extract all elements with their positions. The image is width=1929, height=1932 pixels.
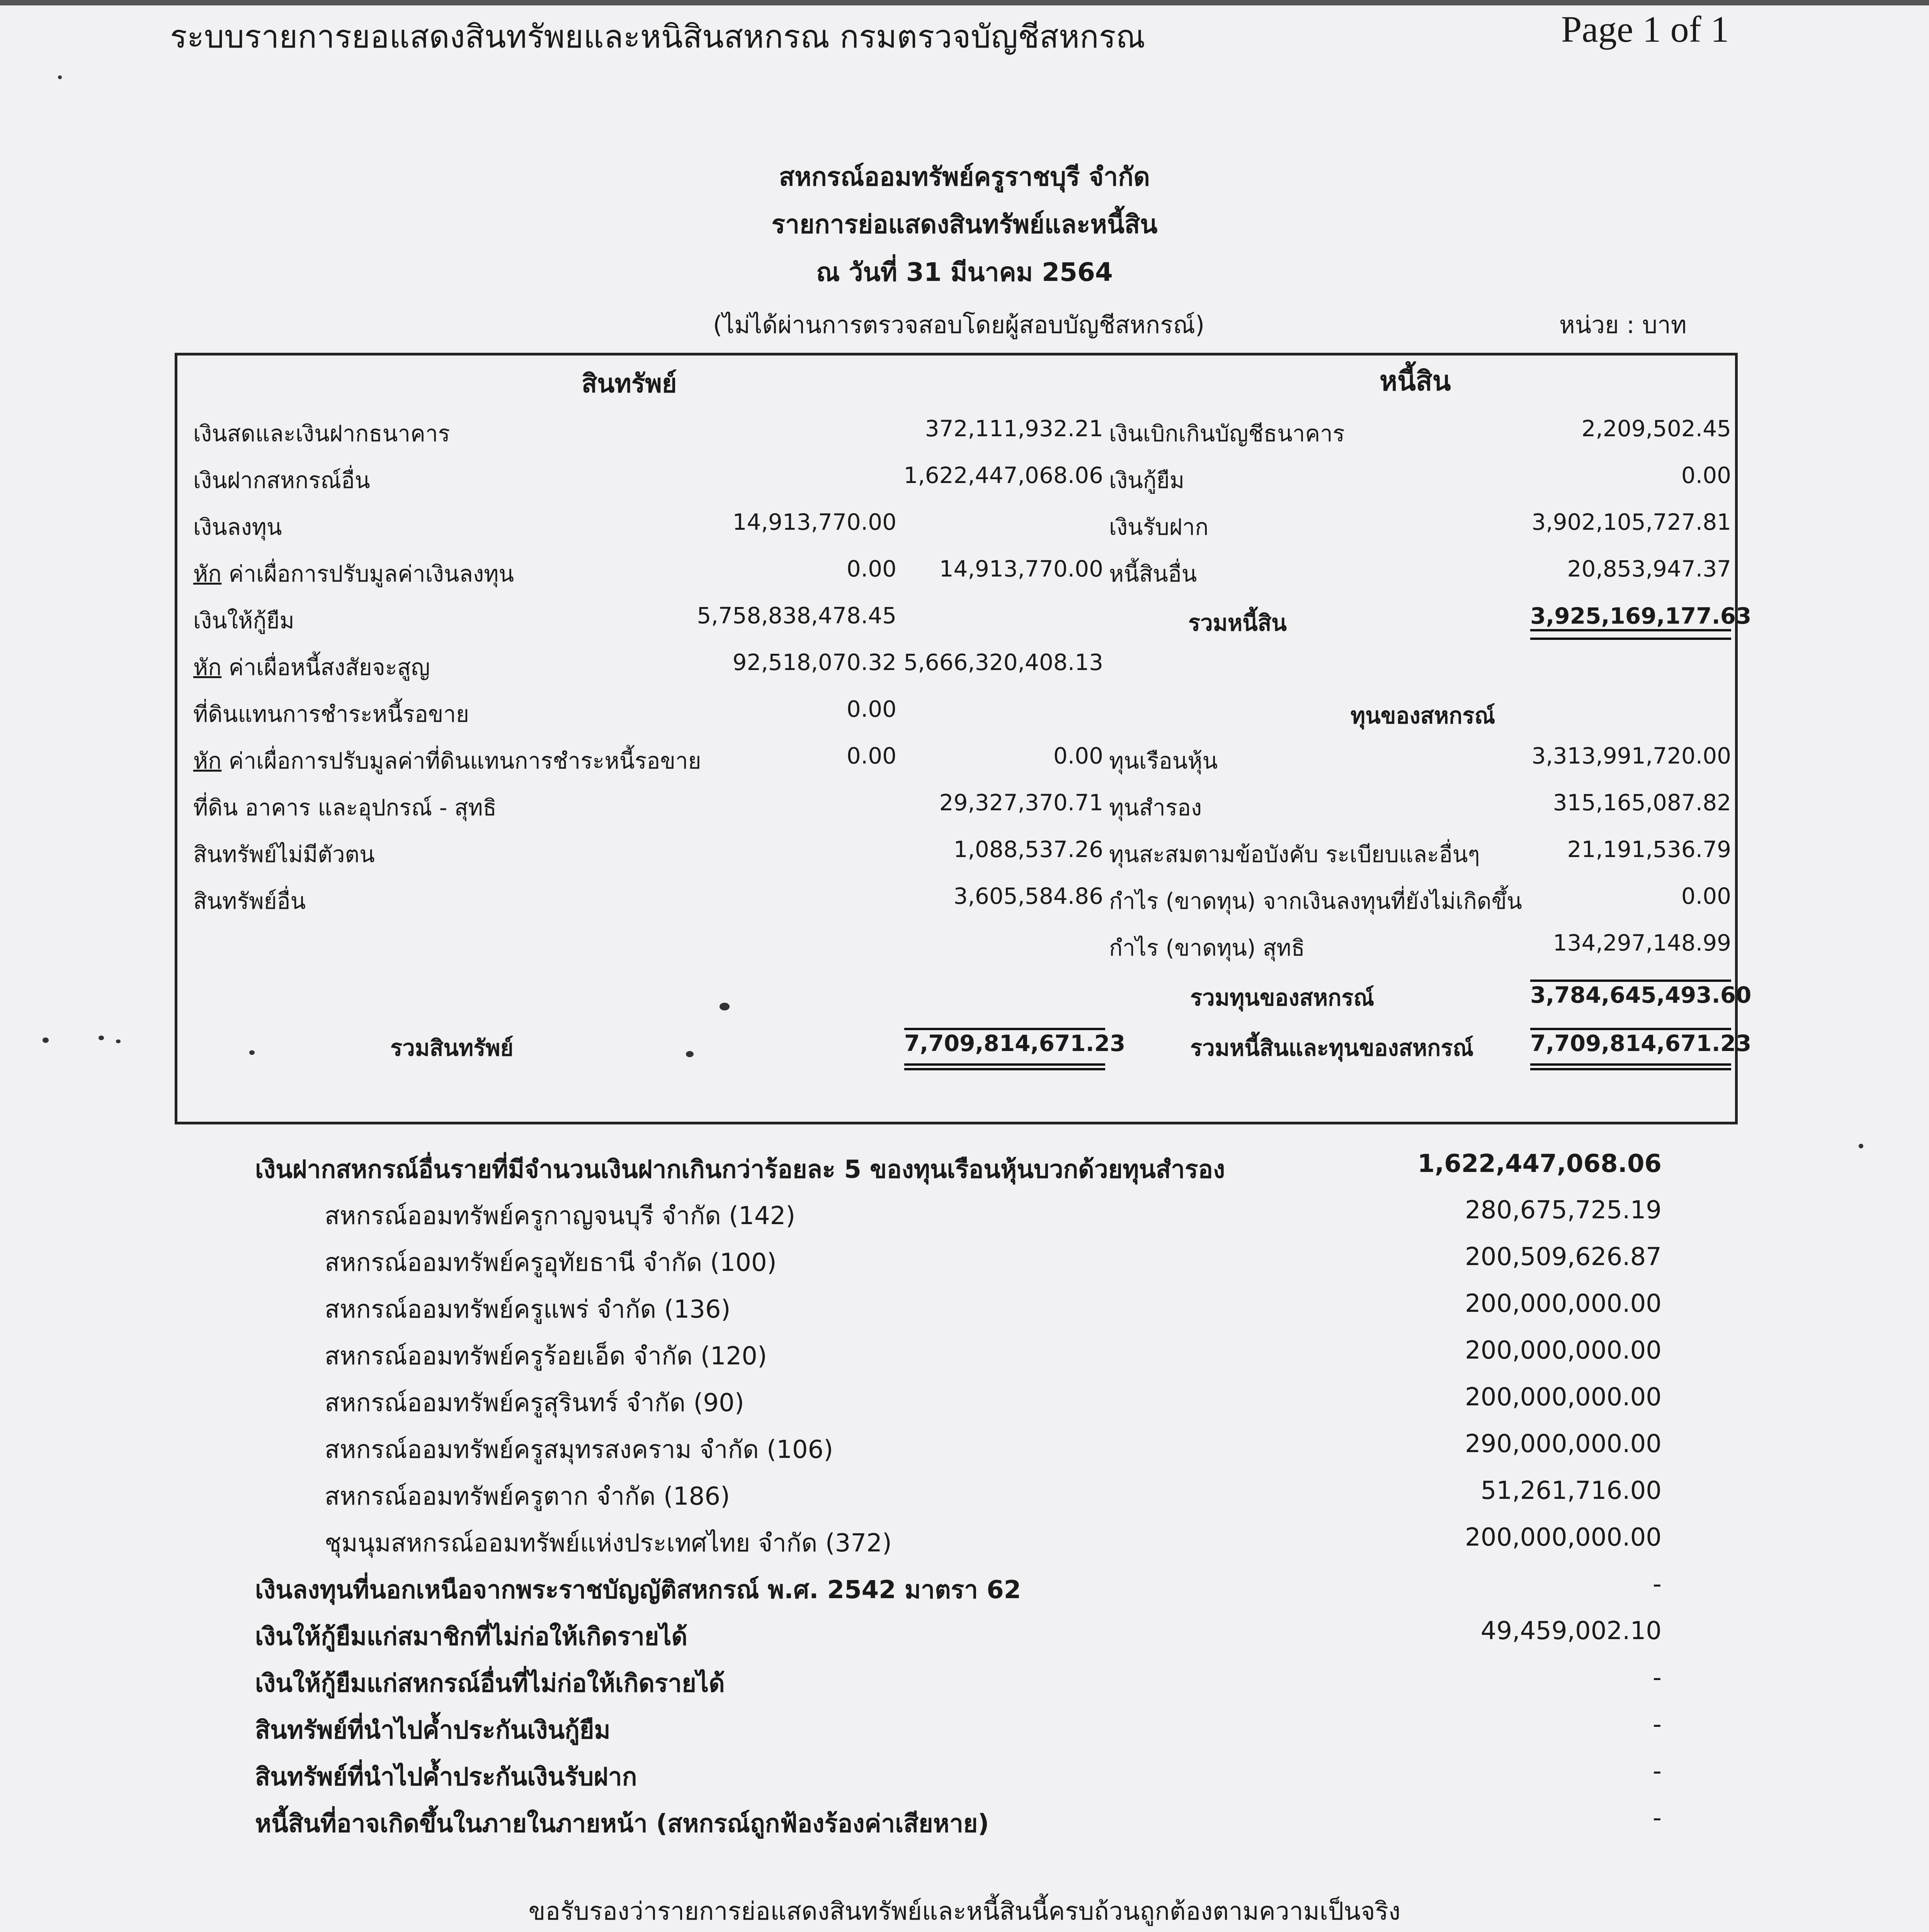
asset-net-value: 29,327,370.71 (939, 789, 1103, 816)
total-liabilities-underline (1530, 638, 1731, 645)
asset-label-text: ที่ดิน อาคาร และอุปกรณ์ - สุทธิ (193, 794, 497, 821)
asset-label (193, 556, 514, 592)
deposit-item-label: ชุมนุมสหกรณ์ออมทรัพย์แห่งประเทศไทย จำกัด (372) (325, 1529, 892, 1558)
disclosure-value: - (1652, 1663, 1662, 1692)
asset-label-text: ที่ดินแทนการชำระหนี้รอขาย (193, 701, 469, 727)
deposit-item-label: สหกรณ์ออมทรัพย์ครูร้อยเอ็ด จำกัด (120) (325, 1342, 767, 1371)
asset-label-text: เงินลงทุน (193, 514, 282, 540)
equity-value: 134,297,148.99 (1553, 930, 1731, 956)
asset-label-text: ค่าเผื่อการปรับมูลค่าเงินลงทุน (221, 561, 514, 587)
deposit-item-label: สหกรณ์ออมทรัพย์ครูกาญจนบุรี จำกัด (142) (325, 1202, 796, 1230)
liability-value: 20,853,947.37 (1567, 556, 1731, 582)
total-assets-value: 7,709,814,671.23 (904, 1028, 1105, 1056)
asset-label-text: สินทรัพย์อื่น (193, 888, 306, 914)
asset-label-text: เงินฝากสหกรณ์อื่น (193, 467, 370, 493)
deposit-item-label: สหกรณ์ออมทรัพย์ครูสุรินทร์ จำกัด (90) (325, 1389, 744, 1417)
total-liab-equity-label: รวมหนี้สินและทุนของสหกรณ์ (1190, 1035, 1474, 1061)
asset-net-value: 1,088,537.26 (953, 836, 1103, 862)
equity-value: 315,165,087.82 (1553, 789, 1731, 816)
asset-net-value: 0.00 (1053, 743, 1103, 769)
total-equity-label: รวมทุนของสหกรณ์ (1190, 985, 1374, 1011)
total-assets-double-underline (904, 1063, 1105, 1070)
total-equity-value: 3,784,645,493.60 (1530, 980, 1731, 1008)
disclosure-label: สินทรัพย์ที่นำไปค้ำประกันเงินกู้ยืม (255, 1716, 611, 1745)
deposits-heading: เงินฝากสหกรณ์อื่นรายที่มีจำนวนเงินฝากเกินกว่าร้อยละ 5 ของทุนเรือนหุ้นบวกด้วยทุนสำรอง (255, 1155, 1225, 1184)
report-title: รายการย่อแสดงสินทรัพย์และหนี้สิน (771, 209, 1158, 239)
deposit-item-value: 200,000,000.00 (1465, 1383, 1662, 1412)
system-title: ระบบรายการยอแสดงสินทรัพยและหนิสินสหกรณ กรมตรวจบัญชีสหกรณ (170, 19, 1145, 55)
liability-label: เงินกู้ยืม (1109, 467, 1185, 493)
deposit-item-label: สหกรณ์ออมทรัพย์ครูอุทัยธานี จำกัด (100) (325, 1248, 777, 1277)
asset-label (193, 602, 294, 638)
asset-label (193, 509, 282, 545)
scan-speck (116, 1039, 121, 1043)
disclosure-label: สินทรัพย์ที่นำไปค้ำประกันเงินรับฝาก (255, 1763, 637, 1791)
less-prefix: หัก (193, 654, 222, 680)
deposits-total: 1,622,447,068.06 (1417, 1150, 1662, 1178)
equity-label: ทุนสะสมตามข้อบังคับ ระเบียบและอื่นๆ (1109, 841, 1480, 867)
disclosure-label: หนี้สินที่อาจเกิดขึ้นในภายในภายหน้า (สหกรณ์ถูกฟ้องร้องค่าเสียหาย) (255, 1810, 989, 1838)
scan-speck (686, 1051, 694, 1057)
deposit-item-value: 200,000,000.00 (1465, 1523, 1662, 1552)
less-prefix: หัก (193, 561, 222, 587)
scan-speck (58, 75, 62, 79)
asset-label-text: ค่าเผื่อการปรับมูลค่าที่ดินแทนการชำระหนี้รอขาย (221, 748, 701, 774)
asset-net-value: 1,622,447,068.06 (903, 462, 1103, 488)
asset-label (193, 836, 375, 872)
asset-label (193, 696, 469, 732)
less-prefix: หัก (193, 748, 222, 774)
coop-name: สหกรณ์ออมทรัพย์ครูราชบุรี จำกัด (779, 162, 1150, 192)
audit-note: (ไม่ได้ผ่านการตรวจสอบโดยผู้สอบบัญชีสหกรณ์) (713, 311, 1205, 339)
asset-gross-value: 5,758,838,478.45 (697, 602, 896, 629)
unit-label: หน่วย : บาท (1559, 311, 1687, 339)
asset-label (193, 789, 497, 825)
asset-label-text: สินทรัพย์ไม่มีตัวตน (193, 841, 375, 867)
deposit-item-value: 200,000,000.00 (1465, 1336, 1662, 1365)
asset-label (193, 462, 370, 498)
equity-value: 21,191,536.79 (1567, 836, 1731, 862)
total-liabilities-value: 3,925,169,177.63 (1530, 603, 1731, 631)
total-liabilities-label: รวมหนี้สิน (1188, 610, 1287, 636)
disclosure-value: - (1652, 1804, 1662, 1832)
asset-label (193, 883, 306, 919)
total-liab-equity-value: 7,709,814,671.23 (1530, 1028, 1731, 1056)
liability-label: หนี้สินอื่น (1109, 561, 1197, 587)
top-edge-line (0, 0, 1929, 5)
asset-net-value: 5,666,320,408.13 (903, 649, 1103, 675)
scan-speck (249, 1050, 255, 1055)
asset-gross-value: 14,913,770.00 (732, 509, 896, 535)
asset-gross-value: 92,518,070.32 (732, 649, 896, 675)
liability-label: เงินเบิกเกินบัญชีธนาคาร (1109, 420, 1345, 447)
equity-heading: ทุนของสหกรณ์ (1351, 702, 1495, 729)
asset-label-text: เงินสดและเงินฝากธนาคาร (193, 420, 450, 447)
as-of-date: ณ วันที่ 31 มีนาคม 2564 (816, 257, 1113, 287)
deposit-item-value: 280,675,725.19 (1465, 1196, 1662, 1225)
equity-value: 0.00 (1681, 883, 1731, 909)
scan-speck (1859, 1144, 1863, 1148)
asset-label-text: ค่าเผื่อหนี้สงสัยจะสูญ (221, 654, 430, 680)
disclosure-value: - (1652, 1710, 1662, 1739)
liability-value: 0.00 (1681, 462, 1731, 488)
disclosure-label: เงินให้กู้ยืมแก่สมาชิกที่ไม่ก่อให้เกิดรายได้ (255, 1622, 688, 1651)
scan-speck (720, 1003, 730, 1010)
deposit-item-label: สหกรณ์ออมทรัพย์ครูแพร่ จำกัด (136) (325, 1295, 731, 1324)
deposit-item-label: สหกรณ์ออมทรัพย์ครูตาก จำกัด (186) (325, 1482, 730, 1511)
deposit-item-value: 200,000,000.00 (1465, 1289, 1662, 1318)
disclosure-value: - (1652, 1757, 1662, 1786)
asset-label (193, 743, 701, 779)
asset-gross-value: 0.00 (846, 743, 896, 769)
deposit-item-label: สหกรณ์ออมทรัพย์ครูสมุทรสงคราม จำกัด (106) (325, 1435, 834, 1464)
asset-label (193, 415, 450, 451)
liability-value: 3,902,105,727.81 (1531, 509, 1731, 535)
liability-label: เงินรับฝาก (1109, 514, 1209, 540)
total-assets-label: รวมสินทรัพย์ (390, 1035, 514, 1061)
asset-gross-value: 0.00 (846, 696, 896, 722)
asset-net-value: 14,913,770.00 (939, 556, 1103, 582)
scan-speck (99, 1036, 104, 1040)
deposit-item-value: 200,509,626.87 (1465, 1243, 1662, 1271)
deposit-item-value: 51,261,716.00 (1480, 1476, 1662, 1505)
scan-speck (43, 1037, 49, 1043)
deposit-item-value: 290,000,000.00 (1465, 1430, 1662, 1458)
disclosure-value: - (1652, 1570, 1662, 1599)
assets-heading: สินทรัพย์ (582, 369, 677, 398)
asset-net-value: 372,111,932.21 (925, 415, 1103, 442)
asset-net-value: 3,605,584.86 (953, 883, 1103, 909)
asset-label-text: เงินให้กู้ยืม (193, 607, 294, 634)
equity-label: กำไร (ขาดทุน) สุทธิ (1109, 935, 1305, 961)
equity-label: กำไร (ขาดทุน) จากเงินลงทุนที่ยังไม่เกิดขึ้น (1109, 888, 1522, 914)
asset-label (193, 649, 430, 685)
total-liab-equity-double-underline (1530, 1063, 1731, 1070)
disclosure-label: เงินให้กู้ยืมแก่สหกรณ์อื่นที่ไม่ก่อให้เกิดรายได้ (255, 1669, 725, 1698)
asset-gross-value: 0.00 (846, 556, 896, 582)
equity-value: 3,313,991,720.00 (1531, 743, 1731, 769)
page-number: Page 1 of 1 (1561, 9, 1729, 50)
equity-label: ทุนเรือนหุ้น (1109, 748, 1218, 774)
disclosure-label: เงินลงทุนที่นอกเหนือจากพระราชบัญญัติสหกรณ์ พ.ศ. 2542 มาตรา 62 (255, 1576, 1021, 1604)
disclosure-value: 49,459,002.10 (1480, 1617, 1662, 1645)
equity-label: ทุนสำรอง (1109, 794, 1202, 821)
liability-value: 2,209,502.45 (1581, 415, 1731, 442)
certification-statement: ขอรับรองว่ารายการย่อแสดงสินทรัพย์และหนี้สินนี้ครบถ้วนถูกต้องตามความเป็นจริง (528, 1897, 1401, 1926)
liabilities-heading: หนี้สิน (1380, 365, 1451, 397)
